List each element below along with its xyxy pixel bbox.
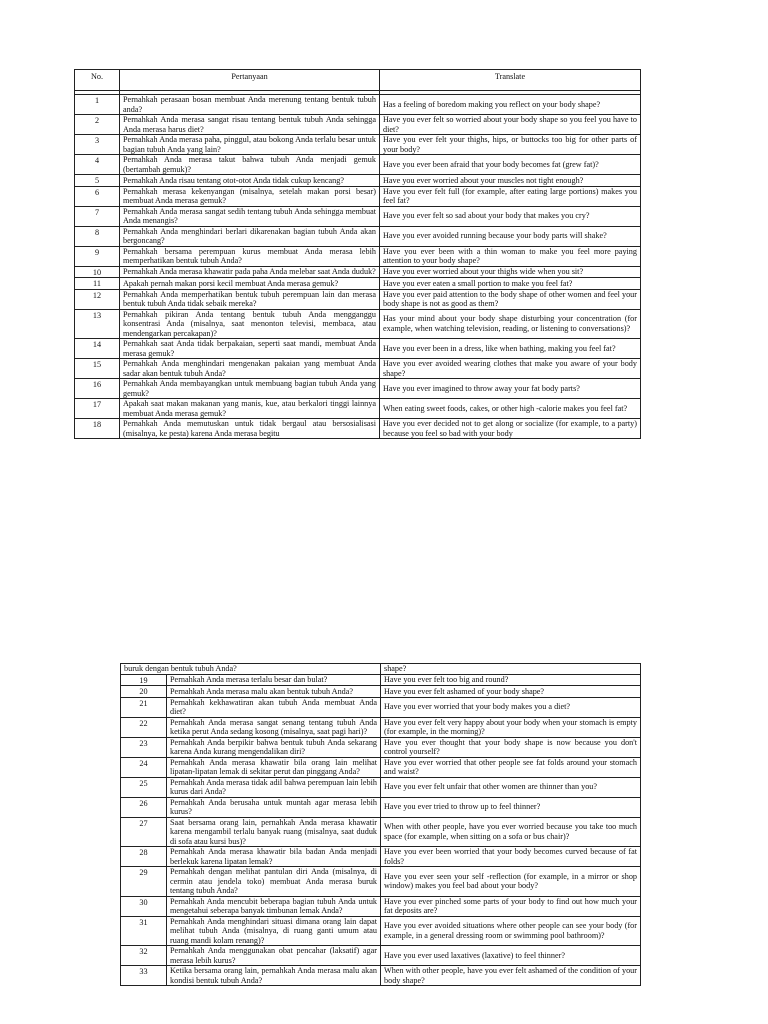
translation-text: Have you ever tried to throw up to feel thinner?: [381, 797, 641, 817]
question-number: 14: [75, 339, 120, 359]
translation-text: Have you ever avoided running because your body parts will shake?: [380, 226, 641, 246]
table-row: [121, 797, 641, 817]
question-number: 12: [75, 289, 120, 309]
header-no: No.: [75, 70, 120, 91]
question-number: 32: [121, 946, 167, 966]
table-row: [121, 737, 641, 757]
question-number: 5: [75, 175, 120, 187]
translation-text: Have you ever avoided wearing clothes that make you aware of your body shape?: [380, 359, 641, 379]
translation-text: Has a feeling of boredom making you reflect on your body shape?: [380, 95, 641, 115]
table-row: [75, 266, 641, 278]
translation-text: Has your mind about your body shape disturbing your concentration (for example, when watching television, reading, or listening to conversations)?: [380, 309, 641, 339]
question-number: 6: [75, 186, 120, 206]
translation-text: Have you ever been worried that your body becomes curved because of fat folds?: [381, 847, 641, 867]
question-number: 7: [75, 206, 120, 226]
question-number: 4: [75, 155, 120, 175]
questionnaire-table-part-2: [120, 663, 641, 986]
table-row: [121, 717, 641, 737]
question-text: Pernahkah Anda merasa terlalu besar dan bulat?: [167, 674, 381, 686]
table-row: [75, 226, 641, 246]
translation-text: Have you ever seen your self -reflection (for example, in a mirror or shop window) makes you feel bad about your body?: [381, 867, 641, 897]
translation-text: Have you ever imagined to throw away your fat body parts?: [380, 379, 641, 399]
table-row: [75, 289, 641, 309]
question-text: Pernahkah Anda berusaha untuk muntah agar merasa lebih kurus?: [167, 797, 381, 817]
question-text: Ketika bersama orang lain, pernahkah Anda merasa malu akan kondisi bentuk tubuh Anda?: [167, 966, 381, 986]
question-text: Pernahkah saat Anda tidak berpakaian, seperti saat mandi, membuat Anda merasa gemuk?: [120, 339, 380, 359]
question-number: 2: [75, 115, 120, 135]
table-row: [75, 309, 641, 339]
table-row: [121, 757, 641, 777]
question-text: Pernahkah Anda menghindari berlari dikarenakan bagian tubuh Anda akan bergoncang?: [120, 226, 380, 246]
table-row: [75, 399, 641, 419]
question-text: Pernahkah Anda merasa malu akan bentuk tubuh Anda?: [167, 686, 381, 698]
question-text: Pernahkah Anda merasa sangat sedih tentang tubuh Anda sehingga membuat Anda menangis?: [120, 206, 380, 226]
table-row: [75, 278, 641, 290]
translation-text: Have you ever decided not to get along or socialize (for example, to a party) because you feel so bad with your body: [380, 419, 641, 439]
question-number: 1: [75, 95, 120, 115]
question-text: Pernahkah merasa kekenyangan (misalnya, setelah makan porsi besar) membuat Anda merasa gemuk?: [120, 186, 380, 206]
question-number: 18: [75, 419, 120, 439]
table-row: [75, 135, 641, 155]
table-row: [121, 847, 641, 867]
translation-text: Have you ever felt ashamed of your body shape?: [381, 686, 641, 698]
translation-text: Have you ever felt full (for example, after eating large portions) makes you feel fat?: [380, 186, 641, 206]
continuation-row: [121, 664, 641, 675]
table-row: [75, 339, 641, 359]
continuation-question: buruk dengan bentuk tubuh Anda?: [121, 664, 381, 675]
translation-text: Have you ever felt very happy about your body when your stomach is empty (for example, in the morning)?: [381, 717, 641, 737]
question-text: Pernahkah Anda merasa khawatir bila orang lain melihat lipatan-lipatan lemak di sekitar perut dan pinggang Anda?: [167, 757, 381, 777]
question-number: 10: [75, 266, 120, 278]
translation-text: When with other people, have you ever worried because you take too much space (for example, when sitting on a sofa or bus chair)?: [381, 817, 641, 847]
translation-text: Have you ever paid attention to the body shape of other women and feel your body shape is not as good as them?: [380, 289, 641, 309]
question-number: 19: [121, 674, 167, 686]
question-number: 13: [75, 309, 120, 339]
table-row: [121, 896, 641, 916]
question-number: 22: [121, 717, 167, 737]
question-number: 9: [75, 246, 120, 266]
question-text: Pernahkah dengan melihat pantulan diri Anda (misalnya, di cermin atau jendela toko) membuat Anda merasa buruk tentang tubuh Anda?: [167, 867, 381, 897]
continuation-translate: shape?: [381, 664, 641, 675]
translation-text: Have you ever eaten a small portion to make you feel fat?: [380, 278, 641, 290]
table-row: [75, 379, 641, 399]
question-number: 3: [75, 135, 120, 155]
header-question: Pertanyaan: [120, 70, 380, 91]
question-text: Pernahkah Anda berpikir bahwa bentuk tubuh Anda sekarang karena Anda kurang mengendalikan diri?: [167, 737, 381, 757]
translation-text: Have you ever avoided situations where other people can see your body (for example, in a general dressing room or swimming pool bathroom)?: [381, 916, 641, 946]
table-row: [75, 175, 641, 187]
question-text: Pernahkah Anda mencubit beberapa bagian tubuh Anda untuk mengetahui seberapa banyak timbunan lemak Anda?: [167, 896, 381, 916]
question-text: Pernahkah Anda risau tentang otot-otot Anda tidak cukup kencang?: [120, 175, 380, 187]
translation-text: Have you ever felt too big and round?: [381, 674, 641, 686]
question-text: Pernahkah Anda merasa khawatir pada paha Anda melebar saat Anda duduk?: [120, 266, 380, 278]
question-number: 11: [75, 278, 120, 290]
question-number: 29: [121, 867, 167, 897]
table-row: [121, 916, 641, 946]
translation-text: Have you ever been afraid that your body becomes fat (grew fat)?: [380, 155, 641, 175]
translation-text: Have you ever felt unfair that other women are thinner than you?: [381, 777, 641, 797]
question-text: Pernahkah pikiran Anda tentang bentuk tubuh Anda mengganggu konsentrasi Anda (misalnya, saat menonton televisi, membaca, atau mendengarkan percakapan)?: [120, 309, 380, 339]
question-number: 21: [121, 697, 167, 717]
table-row: [75, 206, 641, 226]
question-number: 17: [75, 399, 120, 419]
translation-text: Have you ever used laxatives (laxative) to feel thinner?: [381, 946, 641, 966]
translation-text: Have you ever pinched some parts of your body to find out how much your fat deposits are?: [381, 896, 641, 916]
table-row: [121, 867, 641, 897]
table-row: [121, 817, 641, 847]
translation-text: Have you ever been with a thin woman to make you feel more paying attention to your body shape?: [380, 246, 641, 266]
questionnaire-table-part-1: [74, 69, 641, 439]
translation-text: Have you ever felt your thighs, hips, or buttocks too big for other parts of your body?: [380, 135, 641, 155]
question-text: Pernahkah Anda merasa khawatir bila badan Anda menjadi berlekuk karena lipatan lemak?: [167, 847, 381, 867]
header-translate: Translate: [380, 70, 641, 91]
table-row: [121, 966, 641, 986]
table-row: [75, 246, 641, 266]
question-number: 31: [121, 916, 167, 946]
question-text: Pernahkah bersama perempuan kurus membuat Anda merasa lebih memperhatikan bentuk tubuh Anda?: [120, 246, 380, 266]
translation-text: Have you ever worried about your muscles not tight enough?: [380, 175, 641, 187]
translation-text: When eating sweet foods, cakes, or other high -calorie makes you feel fat?: [380, 399, 641, 419]
question-number: 28: [121, 847, 167, 867]
table-row: [121, 946, 641, 966]
question-text: Pernahkah Anda merasa paha, pinggul, atau bokong Anda terlalu besar untuk bagian tubuh Anda yang lain?: [120, 135, 380, 155]
question-text: Apakah pernah makan porsi kecil membuat Anda merasa gemuk?: [120, 278, 380, 290]
table-row: [121, 686, 641, 698]
translation-text: Have you ever felt so sad about your body that makes you cry?: [380, 206, 641, 226]
question-text: Pernahkah Anda merasa takut bahwa tubuh Anda menjadi gemuk (bertambah gemuk)?: [120, 155, 380, 175]
question-text: Pernahkah Anda membayangkan untuk membuang bagian tubuh Anda yang gemuk?: [120, 379, 380, 399]
question-number: 25: [121, 777, 167, 797]
question-number: 16: [75, 379, 120, 399]
question-text: Pernahkah Anda memperhatikan bentuk tubuh perempuan lain dan merasa bentuk tubuh Anda tidak sebaik mereka?: [120, 289, 380, 309]
table-row: [121, 697, 641, 717]
question-number: 26: [121, 797, 167, 817]
table-row: [75, 419, 641, 439]
question-text: Pernahkah Anda menggunakan obat pencahar (laksatif) agar merasa lebih kurus?: [167, 946, 381, 966]
table-row: [121, 777, 641, 797]
translation-text: When with other people, have you ever felt ashamed of the condition of your body shape?: [381, 966, 641, 986]
question-text: Pernahkah Anda merasa sangat senang tentang tubuh Anda ketika perut Anda sedang kosong (misalnya, saat pagi hari)?: [167, 717, 381, 737]
translation-text: Have you ever felt so worried about your body shape so you feel you have to diet?: [380, 115, 641, 135]
table-row: [75, 155, 641, 175]
table-row: [75, 186, 641, 206]
table-row: [121, 674, 641, 686]
translation-text: Have you ever worried that other people see fat folds around your stomach and waist?: [381, 757, 641, 777]
question-text: Pernahkah perasaan bosan membuat Anda merenung tentang bentuk tubuh anda?: [120, 95, 380, 115]
table-header-row: [75, 70, 641, 91]
question-text: Pernahkah Anda menghindari mengenakan pakaian yang membuat Anda sadar akan bentuk tubuh Anda?: [120, 359, 380, 379]
translation-text: Have you ever been in a dress, like when bathing, making you feel fat?: [380, 339, 641, 359]
question-number: 20: [121, 686, 167, 698]
question-number: 33: [121, 966, 167, 986]
translation-text: Have you ever thought that your body shape is now because you don't control yourself?: [381, 737, 641, 757]
question-number: 8: [75, 226, 120, 246]
translation-text: Have you ever worried that your body makes you a diet?: [381, 697, 641, 717]
table-row: [75, 95, 641, 115]
question-text: Pernahkah Anda memutuskan untuk tidak bergaul atau bersosialisasi (misalnya, ke pesta) karena Anda merasa begitu: [120, 419, 380, 439]
question-number: 15: [75, 359, 120, 379]
table-row: [75, 359, 641, 379]
question-text: Apakah saat makan makanan yang manis, kue, atau berkalori tinggi lainnya membuat Anda merasa gemuk?: [120, 399, 380, 419]
translation-text: Have you ever worried about your thighs wide when you sit?: [380, 266, 641, 278]
question-text: Pernahkah Anda menghindari situasi dimana orang lain dapat melihat tubuh Anda (misalnya, di ruang ganti umum atau ruang mandi kolam renang)?: [167, 916, 381, 946]
question-number: 23: [121, 737, 167, 757]
question-text: Pernahkah Anda merasa sangat risau tentang bentuk tubuh Anda sehingga Anda merasa harus diet?: [120, 115, 380, 135]
question-text: Saat bersama orang lain, pernahkah Anda merasa khawatir karena mengambil terlalu banyak ruang (misalnya, saat duduk di sofa atau kursi bus)?: [167, 817, 381, 847]
question-text: Pernahkah Anda merasa tidak adil bahwa perempuan lain lebih kurus dari Anda?: [167, 777, 381, 797]
question-number: 24: [121, 757, 167, 777]
question-text: Pernahkah kekhawatiran akan tubuh Anda membuat Anda diet?: [167, 697, 381, 717]
question-number: 30: [121, 896, 167, 916]
question-number: 27: [121, 817, 167, 847]
table-row: [75, 115, 641, 135]
